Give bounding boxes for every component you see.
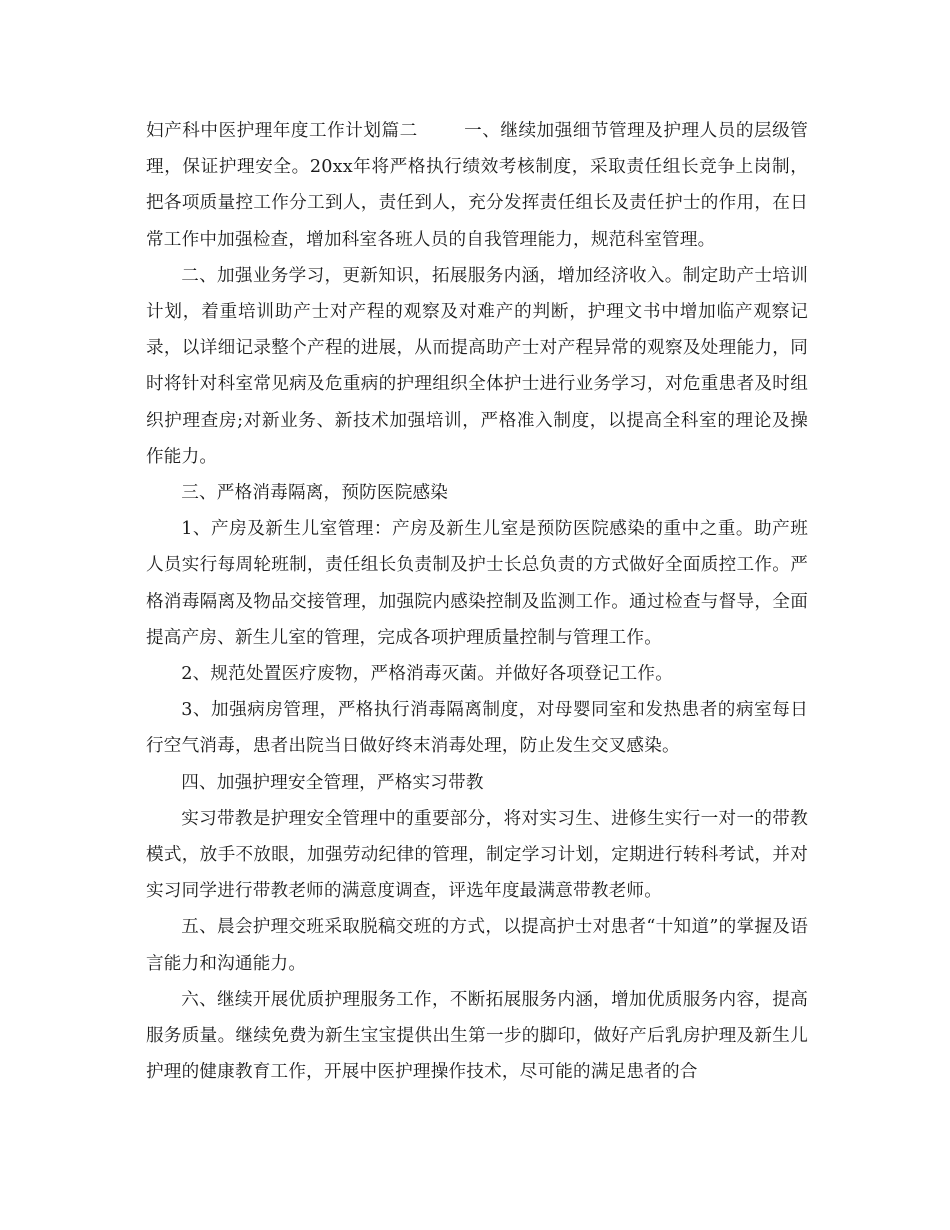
paragraph-2: 二、加强业务学习，更新知识，拓展服务内涵，增加经济收入。制定助产士培训计划，着重培训助产士对产程的观察及对难产的判断，护理文书中增加临产观察记录，以详细记录整个产程的进展，从而提高助产士对产程异常的观察及处理能力，同时将针对科室常见病及危重病的护理组织全体护士进行业务学习，对危重患者及时组织护理查房;对新业务、新技术加强培训，严格准入制度，以提高全科室的理论及操作能力。 (146, 265, 808, 467)
paragraph-1-text: 一、继续加强细节管理及护理人员的层级管理，保证护理安全。20xx年将严格执行绩效考核制度，采取责任组长竞争上岗制，把各项质量控工作分工到人，责任到人，充分发挥责任组长及责任护士的作用，在日常工作中加强检查，增加科室各班人员的自我管理能力，规范科室管理。 (146, 121, 808, 250)
paragraph-medical-waste: 2、规范处置医疗废物，严格消毒灭菌。并做好各项登记工作。 (181, 664, 674, 685)
paragraph-internship: 实习带教是护理安全管理中的重要部分，将对实习生、进修生实行一对一的带教模式，放手不放眼，加强劳动纪律的管理，制定学习计划，定期进行转科考试，并对实习同学进行带教老师的满意度调查，评选年度最满意带教老师。 (146, 808, 808, 902)
document-title: 妇产科中医护理年度工作计划篇二 (146, 121, 418, 141)
paragraph-ward-management: 3、加强病房管理，严格执行消毒隔离制度，对母婴同室和发热患者的病室每日行空气消毒，患者出院当日做好终末消毒处理，防止发生交叉感染。 (146, 700, 808, 757)
paragraph-intro (146, 113, 808, 258)
paragraph-quality-service: 六、继续开展优质护理服务工作，不断拓展服务内涵，增加优质服务内容，提高服务质量。继续免费为新生宝宝提供出生第一步的脚印，做好产后乳房护理及新生儿护理的健康教育工作，开展中医护理操作技术，尽可能的满足患者的合 (146, 989, 808, 1083)
document-body (146, 113, 808, 1090)
section-heading-disinfection: 三、严格消毒隔离，预防医院感染 (181, 483, 449, 504)
section-heading-safety: 四、加强护理安全管理，严格实习带教 (181, 772, 484, 793)
paragraph-delivery-room: 1、产房及新生儿室管理：产房及新生儿室是预防医院感染的重中之重。助产班人员实行每周轮班制，责任组长负责制及护士长总负责的方式做好全面质控工作。严格消毒隔离及物品交接管理，加强院内感染控制及监测工作。通过检查与督导，全面提高产房、新生儿室的管理，完成各项护理质量控制与管理工作。 (146, 519, 808, 648)
paragraph-morning-meeting: 五、晨会护理交班采取脱稿交班的方式，以提高护士对患者“十知道”的掌握及语言能力和沟通能力。 (146, 917, 808, 974)
